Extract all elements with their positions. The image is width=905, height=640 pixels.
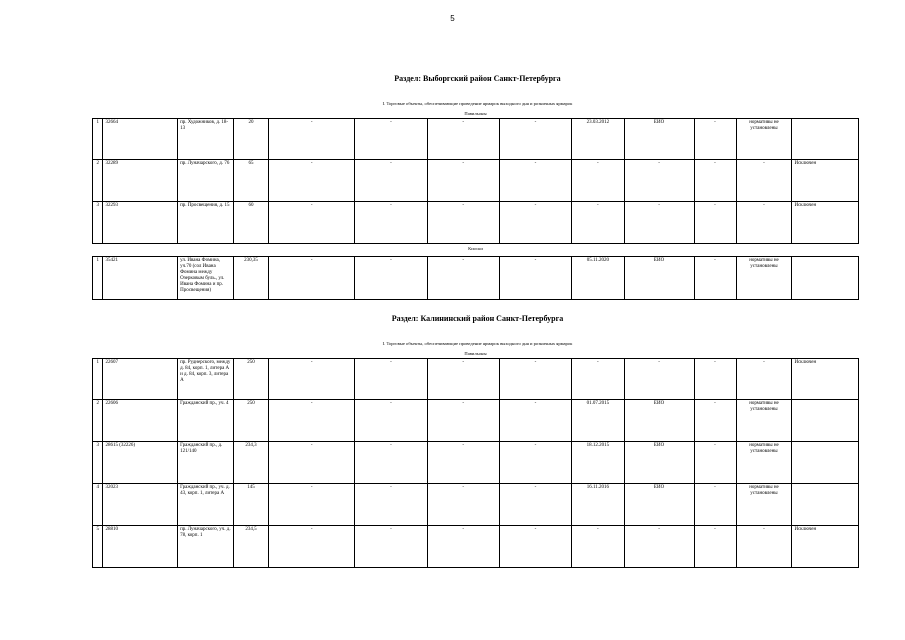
cell-status (792, 484, 859, 526)
cell-date: 18.12.2015 (572, 442, 624, 484)
table-row (93, 359, 859, 400)
table-row (93, 257, 859, 300)
cell-c11: - (694, 160, 736, 202)
cell-c6: - (355, 400, 427, 442)
cell-c8: - (499, 119, 571, 160)
cell-c8: - (499, 400, 571, 442)
cell-id: 22607 (103, 359, 178, 400)
table-row (93, 484, 859, 526)
cell-norms: - (736, 202, 792, 244)
cell-norms: нормативы не установлены (736, 257, 792, 300)
cell-no: 2 (93, 160, 103, 202)
cell-status: Исключен (792, 359, 859, 400)
cell-c5: - (269, 526, 355, 568)
cell-c5: - (269, 359, 355, 400)
table-row (93, 119, 859, 160)
table-row (93, 400, 859, 442)
cell-c11: - (694, 202, 736, 244)
cell-c6: - (355, 442, 427, 484)
cell-id: 22606 (103, 400, 178, 442)
cell-no: 2 (93, 400, 103, 442)
cell-id: 32023 (103, 484, 178, 526)
section-title-kalininsky: Раздел: Калининский район Санкт-Петербурга (391, 314, 564, 323)
cell-date: - (572, 202, 624, 244)
cell-no: 5 (93, 526, 103, 568)
cell-owner: ЕИО (624, 119, 694, 160)
cell-c7: - (427, 119, 499, 160)
page-number: 5 (450, 14, 455, 23)
cell-norms: нормативы не установлены (736, 400, 792, 442)
cell-c6: - (355, 484, 427, 526)
cell-id: 32289 (103, 160, 178, 202)
cell-no: 1 (93, 119, 103, 160)
cell-area: 250 (234, 400, 269, 442)
section-subtitle-kalininsky: I. Торговые объекты, обеспечивающие проведение ярмарок выходного дня и розничных ярмарок (382, 341, 573, 346)
category-label-kiosks: Киоски (468, 246, 483, 251)
cell-norms: - (736, 160, 792, 202)
cell-id: 32293 (103, 202, 178, 244)
cell-owner: ЕИО (624, 484, 694, 526)
section-title-vyborgsky: Раздел: Выборгский район Санкт-Петербурга (394, 74, 561, 83)
cell-date: 23.03.2012 (572, 119, 624, 160)
table-kalininsky-pavilions (92, 358, 859, 568)
cell-c8: - (499, 160, 571, 202)
cell-no: 1 (93, 257, 103, 300)
cell-owner: - (624, 160, 694, 202)
cell-date: 01.07.2015 (572, 400, 624, 442)
cell-c5: - (269, 119, 355, 160)
cell-c7: - (427, 442, 499, 484)
table-row (93, 526, 859, 568)
table-row (93, 442, 859, 484)
cell-c11: - (694, 442, 736, 484)
cell-c5: - (269, 400, 355, 442)
cell-c5: - (269, 160, 355, 202)
cell-c6: - (355, 160, 427, 202)
table-row (93, 160, 859, 202)
cell-c11: - (694, 526, 736, 568)
category-label-pavilions: Павильоны (464, 111, 487, 116)
cell-owner: - (624, 526, 694, 568)
cell-norms: нормативы не установлены (736, 484, 792, 526)
cell-date: 05.11.2020 (572, 257, 624, 300)
table-vyborgsky-pavilions (92, 118, 859, 244)
cell-area: 60 (234, 202, 269, 244)
cell-c8: - (499, 484, 571, 526)
cell-id: 32664 (103, 119, 178, 160)
cell-c6: - (355, 359, 427, 400)
cell-owner: - (624, 359, 694, 400)
cell-status (792, 442, 859, 484)
cell-address: пр. Художников, д. 18-13 (178, 119, 234, 160)
cell-c8: - (499, 526, 571, 568)
cell-area: 20 (234, 119, 269, 160)
cell-c11: - (694, 400, 736, 442)
cell-address: Гражданский пр., д. 121/140 (178, 442, 234, 484)
cell-c11: - (694, 119, 736, 160)
cell-c5: - (269, 484, 355, 526)
cell-c6: - (355, 202, 427, 244)
cell-status: Исключен (792, 202, 859, 244)
cell-no: 4 (93, 484, 103, 526)
cell-c5: - (269, 442, 355, 484)
cell-c7: - (427, 484, 499, 526)
cell-c8: - (499, 257, 571, 300)
cell-c7: - (427, 202, 499, 244)
cell-c7: - (427, 400, 499, 442)
cell-owner: ЕИО (624, 257, 694, 300)
cell-c11: - (694, 484, 736, 526)
cell-id: 35421 (103, 257, 178, 300)
cell-id: 28810 (103, 526, 178, 568)
cell-date: 16.11.2016 (572, 484, 624, 526)
cell-c7: - (427, 359, 499, 400)
section-subtitle-vyborgsky: I. Торговые объекты, обеспечивающие проведение ярмарок выходного дня и розничных ярмарок (382, 101, 573, 106)
cell-area: 230,35 (234, 257, 269, 300)
cell-id: 28615 (32226) (103, 442, 178, 484)
cell-address: пр. Просвещения, д. 15 (178, 202, 234, 244)
cell-status (792, 257, 859, 300)
cell-c6: - (355, 526, 427, 568)
cell-norms: - (736, 526, 792, 568)
cell-owner: ЕИО (624, 442, 694, 484)
cell-date: - (572, 160, 624, 202)
cell-area: 234,3 (234, 442, 269, 484)
table-row (93, 202, 859, 244)
cell-c7: - (427, 526, 499, 568)
cell-c5: - (269, 257, 355, 300)
cell-status: Исключен (792, 526, 859, 568)
cell-c7: - (427, 257, 499, 300)
cell-c6: - (355, 257, 427, 300)
cell-norms: - (736, 359, 792, 400)
cell-c7: - (427, 160, 499, 202)
cell-area: 145 (234, 484, 269, 526)
cell-c6: - (355, 119, 427, 160)
cell-area: 65 (234, 160, 269, 202)
cell-c8: - (499, 359, 571, 400)
cell-address: Гражданский пр., уч. д. 43, корп. 1, литера А (178, 484, 234, 526)
cell-status (792, 400, 859, 442)
cell-c5: - (269, 202, 355, 244)
table-vyborgsky-kiosks (92, 256, 859, 300)
cell-c8: - (499, 442, 571, 484)
cell-area: 250 (234, 359, 269, 400)
cell-no: 3 (93, 442, 103, 484)
cell-address: Гражданский пр., уч. 4 (178, 400, 234, 442)
cell-c11: - (694, 359, 736, 400)
cell-no: 1 (93, 359, 103, 400)
cell-area: 234,5 (234, 526, 269, 568)
cell-norms: нормативы не установлены (736, 442, 792, 484)
cell-owner: ЕИО (624, 400, 694, 442)
cell-status (792, 119, 859, 160)
cell-date: - (572, 526, 624, 568)
cell-address: пр. Руднерского, между д. 84, корп. 1, литера А и д. 84, корп. 3, литера А (178, 359, 234, 400)
cell-norms: нормативы не установлены (736, 119, 792, 160)
cell-date: - (572, 359, 624, 400)
cell-c11: - (694, 257, 736, 300)
cell-address: пр. Луначарского, уч. д. 78, корп. 1 (178, 526, 234, 568)
cell-address: ул. Ивана Фомина, уч.70 (сол Ивана Фомина между Озерковым буль., ул. Ивана Фомина и пр. Просвещения) (178, 257, 234, 300)
category-label-pavilions: Павильоны (464, 351, 487, 356)
cell-owner: - (624, 202, 694, 244)
cell-status: Исключен (792, 160, 859, 202)
cell-no: 3 (93, 202, 103, 244)
cell-c8: - (499, 202, 571, 244)
cell-address: пр. Луначарского, д. 76 (178, 160, 234, 202)
